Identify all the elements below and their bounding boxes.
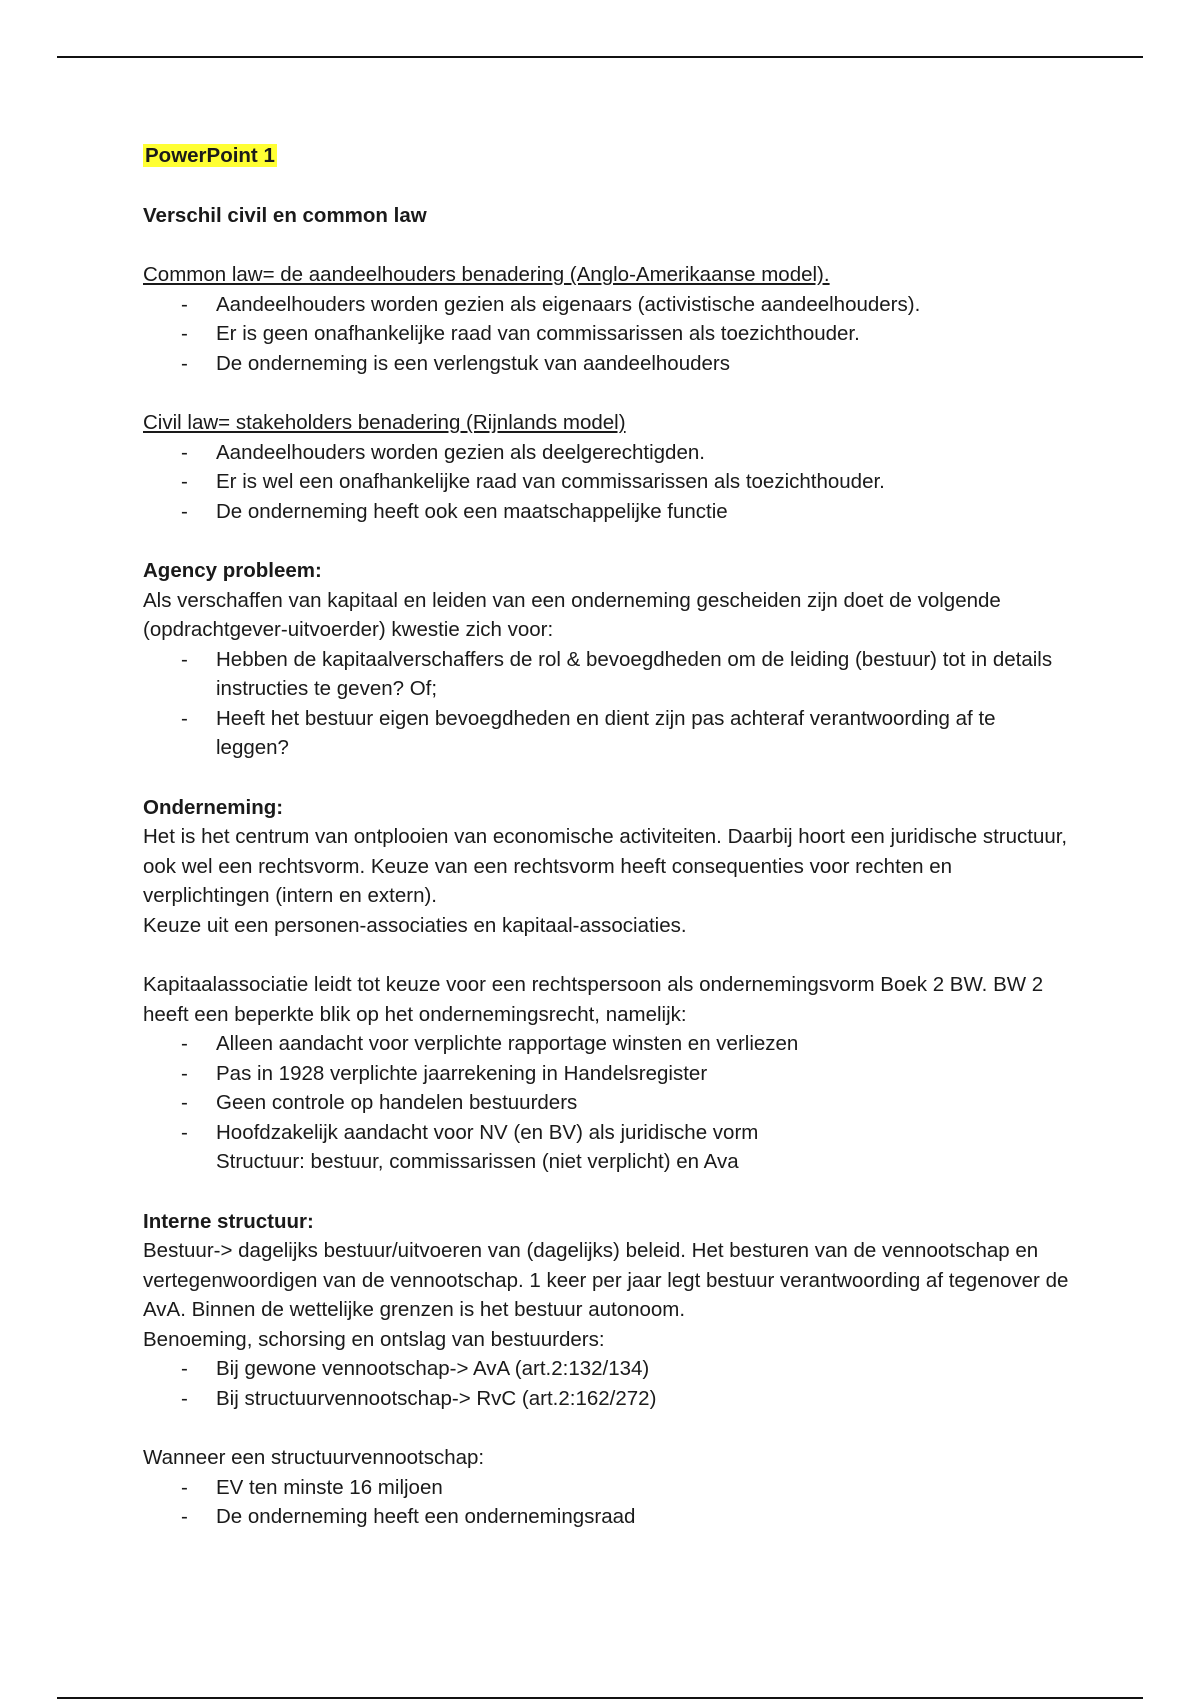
list-item: - De onderneming heeft een ondernemingsraad — [181, 1505, 636, 1528]
list-item: - Heeft het bestuur eigen bevoegdheden en dient zijn pas achteraf verantwoording af te leggen? — [181, 706, 996, 759]
list-item: - Aandeelhouders worden gezien als eigenaars (activistische aandeelhouders). — [181, 292, 921, 316]
wanneer-title: Wanneer een structuurvennootschap: — [143, 1446, 485, 1469]
civil-law-label: Civil law= stakeholders benadering (Rijnlands model) — [143, 411, 626, 434]
list-item-continuation: Structuur: bestuur, commissarissen (niet verplicht) en Ava — [216, 1150, 739, 1173]
kapitaal-list — [143, 1029, 1073, 1177]
list-item: - Hoofdzakelijk aandacht voor NV (en BV) als juridische vorm — [181, 1120, 759, 1144]
list-item: - Alleen aandacht voor verplichte rapportage winsten en verliezen — [181, 1032, 799, 1055]
list-item: - Hebben de kapitaalverschaffers de rol & bevoegdheden om de leiding (bestuur) tot in details instructies te geven? Of; — [181, 647, 1053, 700]
onderneming-title: Onderneming: — [143, 795, 284, 819]
footer-rule — [57, 1697, 1143, 1699]
civil-law-list — [143, 438, 1073, 527]
list-item: - Er is wel een onafhankelijke raad van commissarissen als toezichthouder. — [181, 470, 885, 493]
list-item: - EV ten minste 16 miljoen — [181, 1475, 443, 1499]
kapitaal-text: Kapitaalassociatie leidt tot keuze voor een rechtspersoon als ondernemingsvorm Boek 2 BW. BW 2 heeft een beperkte blik op het ondernemingsrecht, namelijk: — [143, 973, 1044, 1026]
list-item: - Pas in 1928 verplichte jaarrekening in Handelsregister — [181, 1061, 708, 1085]
list-item: - Er is geen onafhankelijke raad van commissarissen als toezichthouder. — [181, 322, 860, 345]
document-body — [143, 141, 1073, 1532]
onderneming-text: Het is het centrum van ontplooien van economische activiteiten. Daarbij hoort een juridische structuur, ook wel een rechtsvorm. Keuze van een rechtsvorm heeft consequenties voor rechten en verplichtingen (intern en extern). — [143, 825, 1068, 907]
common-law-list — [143, 290, 1073, 379]
list-item: - Geen controle op handelen bestuurders — [181, 1091, 578, 1114]
header-rule — [57, 56, 1143, 58]
intern-text-2: Benoeming, schorsing en ontslag van bestuurders: — [143, 1327, 605, 1351]
wanneer-list — [143, 1473, 1073, 1532]
agency-list — [143, 645, 1073, 763]
list-item: - De onderneming is een verlengstuk van aandeelhouders — [181, 351, 730, 375]
list-item: - Bij structuurvennootschap-> RvC (art.2:162/272) — [181, 1386, 657, 1410]
agency-intro: Als verschaffen van kapitaal en leiden van een onderneming gescheiden zijn doet de volgende (opdrachtgever-uitvoerder) kwestie zich voor: — [143, 588, 1001, 641]
list-item: - Aandeelhouders worden gezien als deelgerechtigden. — [181, 440, 705, 464]
intern-list — [143, 1354, 1073, 1413]
agency-title: Agency probleem: — [143, 559, 322, 582]
list-item: - Bij gewone vennootschap-> AvA (art.2:132/134) — [181, 1357, 650, 1380]
common-law-label: Common law= de aandeelhouders benadering (Anglo-Amerikaanse model). — [143, 263, 830, 286]
intern-text: Bestuur-> dagelijks bestuur/uitvoeren van (dagelijks) beleid. Het besturen van de vennootschap en vertegenwoordigen van de vennootschap. 1 keer per jaar legt bestuur verantwoording af tegenover de AvA. Binnen de wettelijke grenzen is het bestuur autonoom. — [143, 1239, 1069, 1321]
onderneming-text-2: Keuze uit een personen-associaties en kapitaal-associaties. — [143, 913, 687, 937]
heading-highlight: PowerPoint 1 — [145, 144, 275, 167]
section-title-civil-common: Verschil civil en common law — [143, 203, 427, 227]
page-heading — [143, 141, 1073, 171]
list-item: - De onderneming heeft ook een maatschappelijke functie — [181, 499, 728, 523]
intern-title: Interne structuur: — [143, 1209, 314, 1233]
